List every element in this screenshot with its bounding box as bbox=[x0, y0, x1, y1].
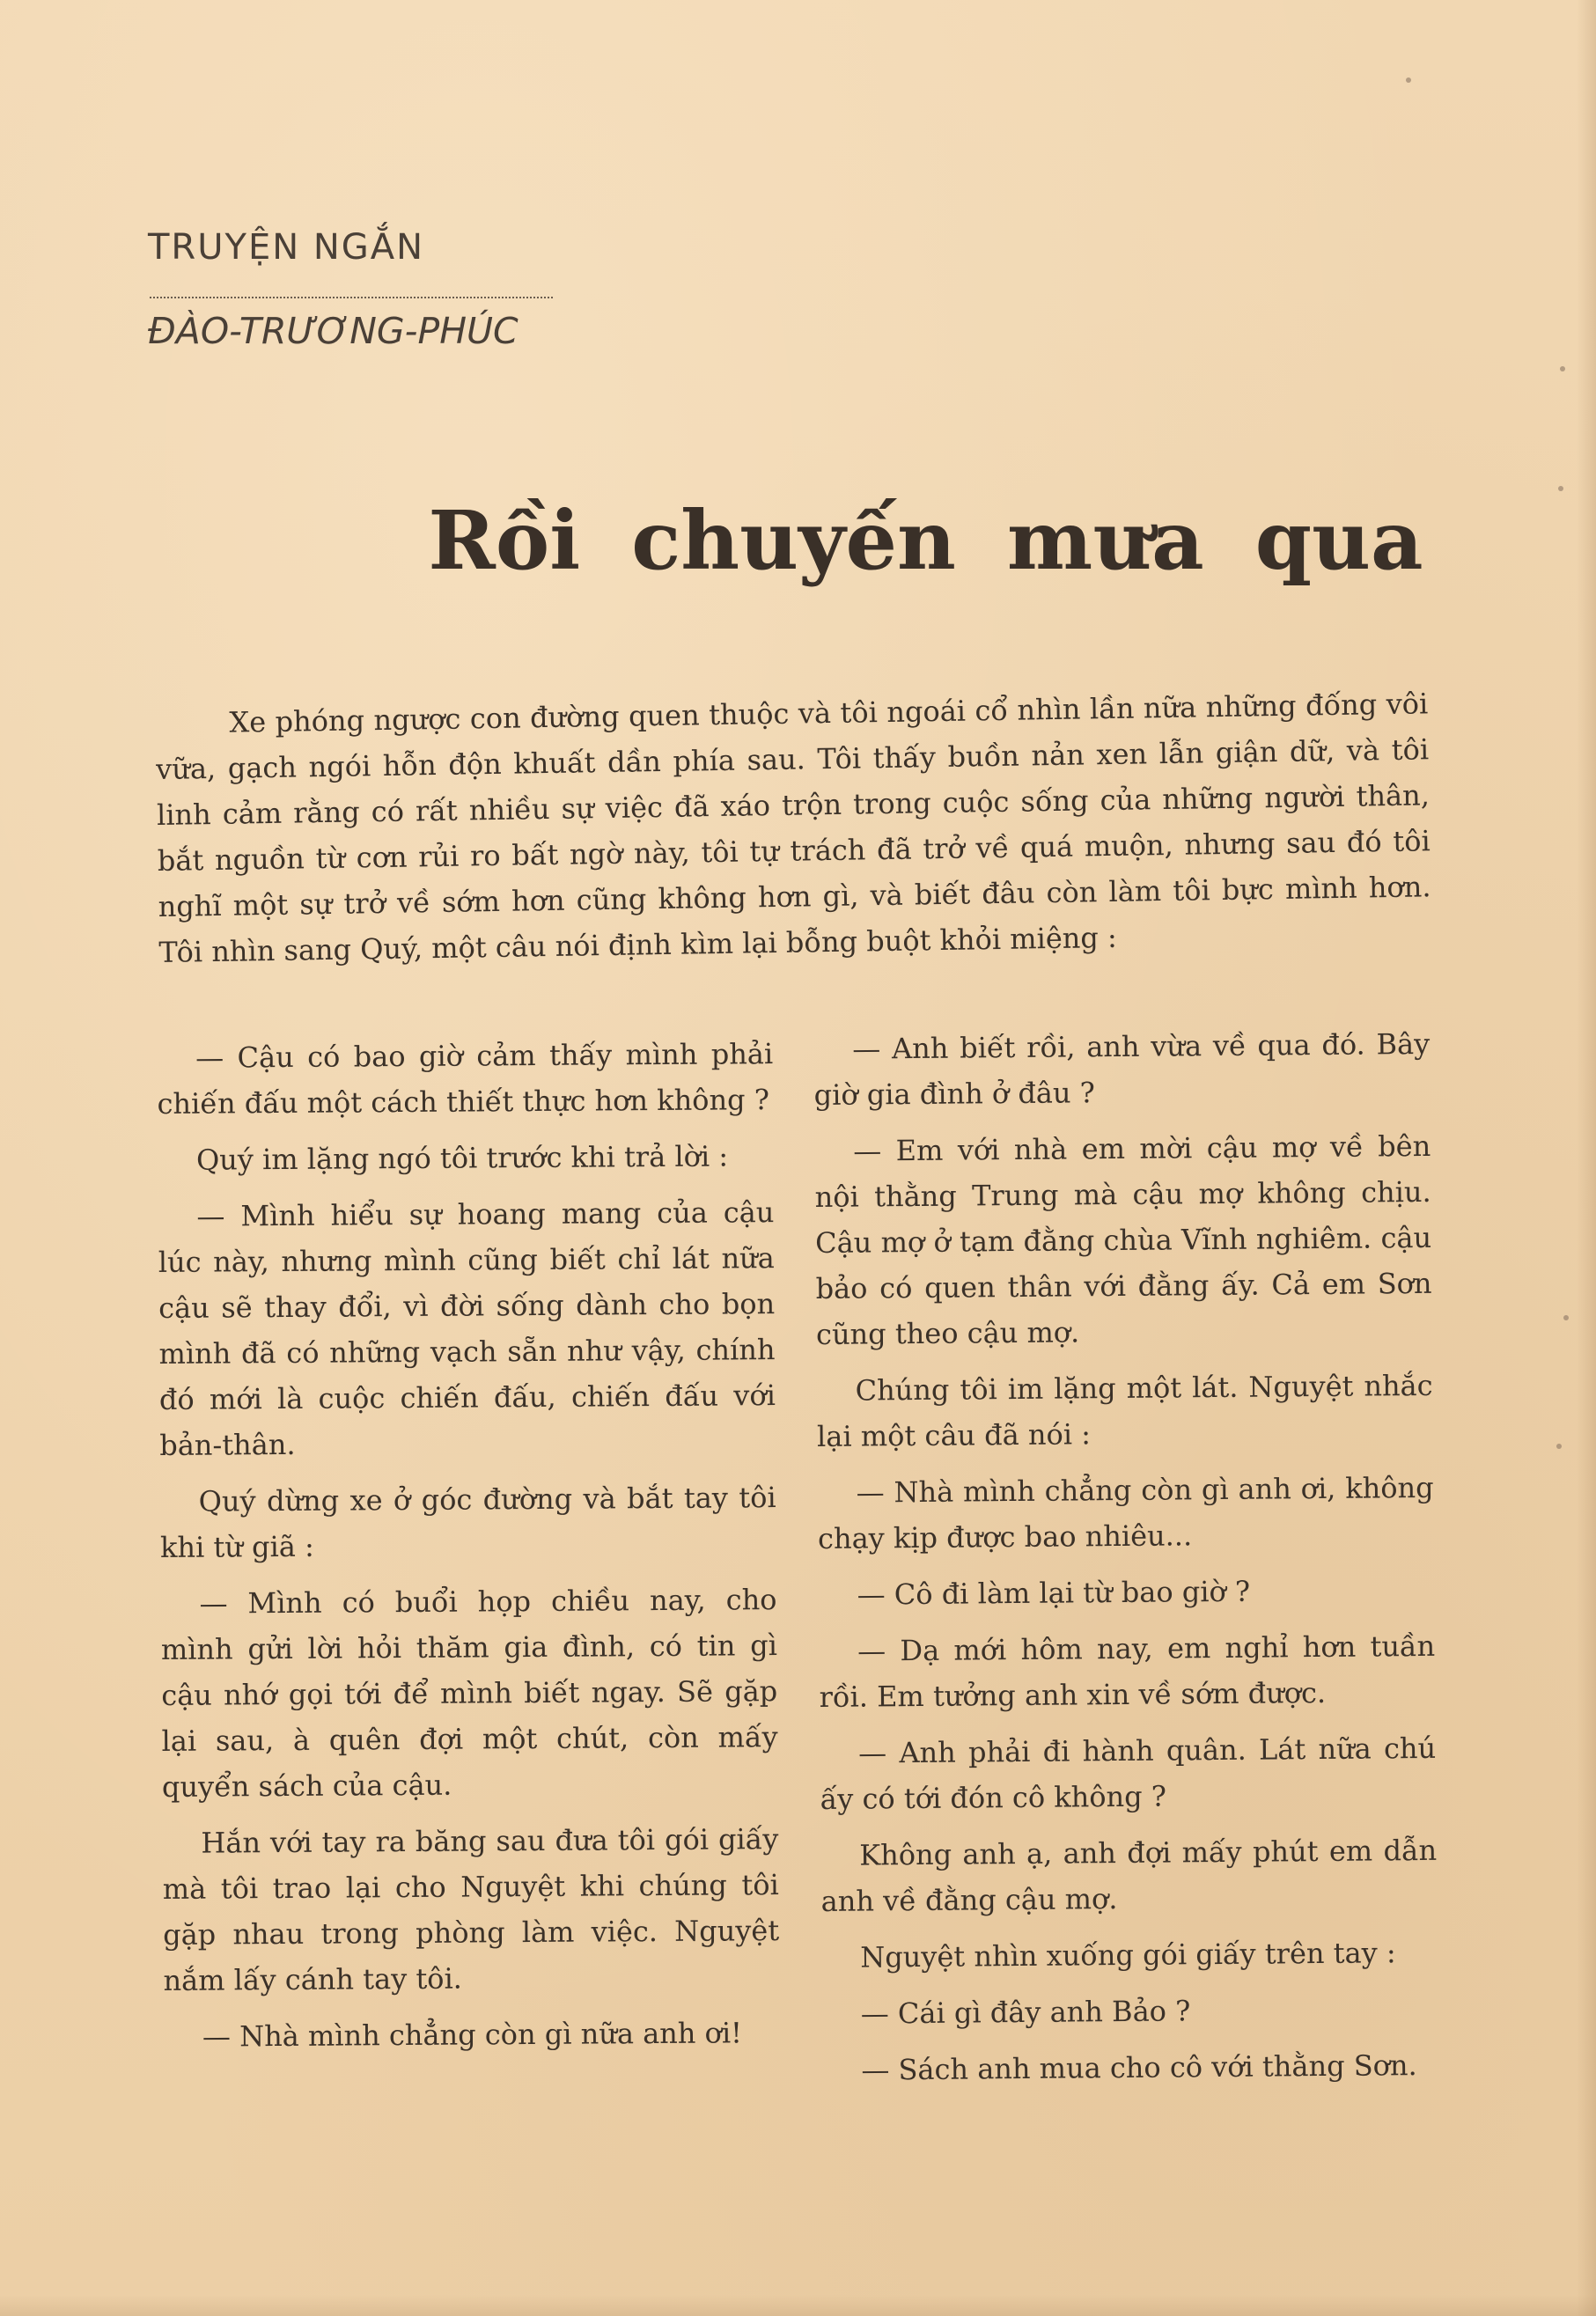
right-paragraph: — Sách anh mua cho cô với thằng Sơn. bbox=[861, 2048, 1417, 2087]
paper-speck bbox=[1560, 366, 1565, 371]
left-paragraph: — Mình có buổi họp chiều nay, cho mình gửi lời hỏi thăm gia đình, có tin gì cậu nhớ gọi tới để mình biết ngay. Sẽ gặp lại sau, à quên đợi một chút, còn mấy quyển sách của cậu. bbox=[160, 1583, 778, 1804]
right-paragraph: — Dạ mới hôm nay, em nghỉ hơn tuần rồi. Em tưởng anh xin về sớm được. bbox=[819, 1629, 1436, 1714]
right-paragraph: Nguyệt nhìn xuống gói giấy trên tay : bbox=[860, 1936, 1396, 1974]
right-paragraph: — Em với nhà em mời cậu mợ về bên nội thằng Trung mà cậu mợ không chịu. Cậu mợ ở tạm đằng chùa Vĩnh nghiêm. cậu bảo có quen thân với đằng ấy. Cả em Sơn cũng theo cậu mợ. bbox=[814, 1129, 1432, 1351]
left-paragraph: — Cậu có bao giờ cảm thấy mình phải chiến đấu một cách thiết thực hơn không ? bbox=[157, 1037, 774, 1121]
story-title: Rồi chuyến mưa qua bbox=[428, 493, 1423, 588]
right-paragraph: Chúng tôi im lặng một lát. Nguyệt nhắc lại một câu đã nói : bbox=[816, 1368, 1433, 1453]
intro-paragraph: Xe phóng ngược con đường quen thuộc và tôi ngoái cổ nhìn lần nữa những đống vôi vữa, gạch ngói hỗn độn khuất dần phía sau. Tôi thấy buồn nản xen lẫn giận dữ, và tôi linh cảm rằng có rất nhiều sự việc đã xáo trộn trong cuộc sống của những người thân, bắt nguồn từ cơn rủi ro bất ngờ này, tôi tự trách đã trở về quá muộn, nhưng sau đó tôi nghĩ một sự trở về sớm hơn cũng không hơn gì, và biết đâu còn làm tôi bực mình hơn. Tôi nhìn sang Quý, một câu nói định kìm lại bỗng buột khỏi miệng : bbox=[155, 687, 1431, 969]
left-paragraph: — Nhà mình chẳng còn gì nữa anh ơi! bbox=[202, 2016, 743, 2054]
left-column bbox=[157, 1031, 780, 2070]
right-paragraph: Không anh ạ, anh đợi mấy phút em dẫn anh về đằng cậu mợ. bbox=[820, 1833, 1438, 1918]
author-name: ĐÀO-TRƯƠNG-PHÚC bbox=[148, 310, 519, 352]
paper-speck bbox=[1558, 486, 1563, 491]
right-paragraph: — Nhà mình chẳng còn gì anh ơi, không chạy kịp được bao nhiêu... bbox=[817, 1470, 1434, 1555]
left-paragraph: Quý im lặng ngó tôi trước khi trả lời : bbox=[195, 1139, 729, 1177]
right-paragraph: — Cái gì đây anh Bảo ? bbox=[860, 1994, 1191, 2031]
right-paragraph: — Anh phải đi hành quân. Lát nữa chú ấy có tới đón cô không ? bbox=[820, 1731, 1437, 1816]
right-paragraph: — Cô đi làm lại từ bao giờ ? bbox=[857, 1574, 1251, 1612]
paper-speck bbox=[1556, 1444, 1562, 1449]
section-label: TRUYỆN NGẮN bbox=[148, 227, 425, 268]
left-paragraph: — Mình hiểu sự hoang mang của cậu lúc này, nhưng mình cũng biết chỉ lát nữa cậu sẽ thay đổi, vì đời sống dành cho bọn mình đã có những vạch sẵn như vậy, chính đó mới là cuộc chiến đấu, chiến đấu với bản-thân. bbox=[158, 1195, 776, 1462]
left-paragraph: Quý dừng xe ở góc đường và bắt tay tôi khi từ giã : bbox=[159, 1481, 776, 1564]
paper-speck bbox=[1563, 1315, 1569, 1320]
page-bottom-shadow bbox=[0, 2295, 1596, 2316]
right-column bbox=[813, 1021, 1439, 2104]
paper-speck bbox=[1406, 77, 1411, 83]
header-divider bbox=[150, 297, 553, 298]
page-edge-shadow bbox=[1577, 0, 1596, 2316]
left-paragraph: Hắn với tay ra băng sau đưa tôi gói giấy mà tôi trao lại cho Nguyệt khi chúng tôi gặp nhau trong phòng làm việc. Nguyệt nắm lấy cánh tay tôi. bbox=[162, 1822, 780, 1997]
right-paragraph: — Anh biết rồi, anh vừa về qua đó. Bây giờ gia đình ở đâu ? bbox=[813, 1026, 1431, 1112]
